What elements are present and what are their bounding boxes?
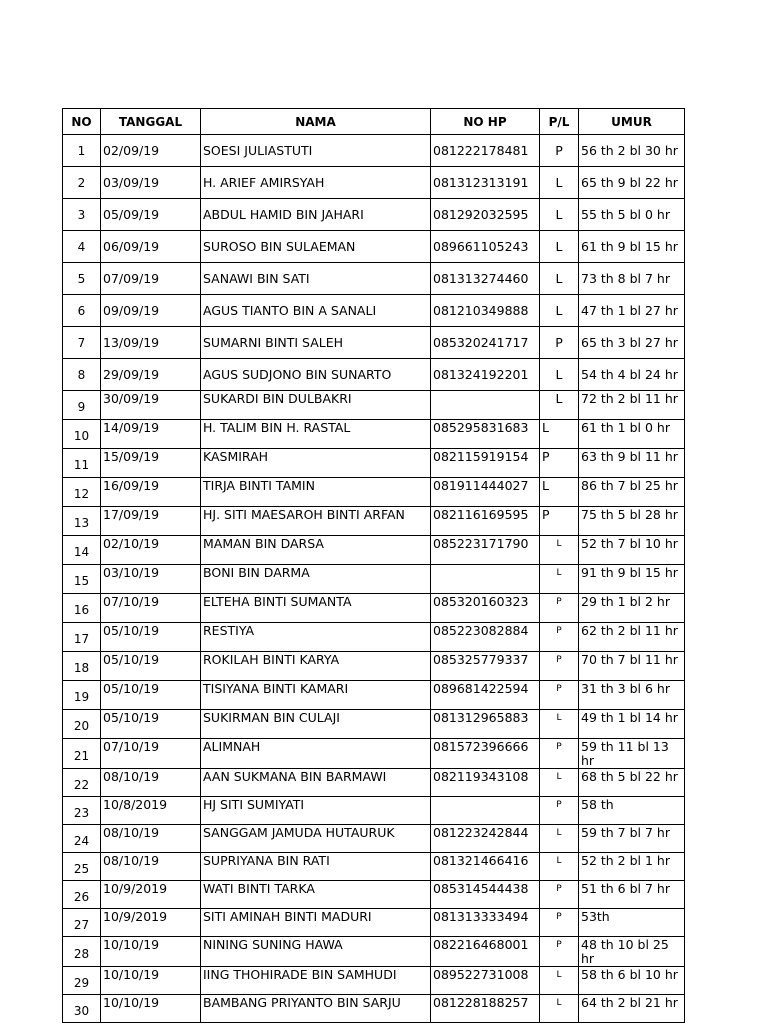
cell-no: 15 — [63, 565, 101, 594]
cell-no-hp: 081321466416 — [431, 853, 540, 881]
cell-nama: H. ARIEF AMIRSYAH — [201, 167, 431, 199]
cell-tanggal: 05/09/19 — [101, 199, 201, 231]
cell-pl: L — [540, 478, 579, 507]
cell-pl: P — [540, 652, 579, 681]
cell-no-hp: 085295831683 — [431, 420, 540, 449]
cell-nama: NINING SUNING HAWA — [201, 937, 431, 967]
cell-tanggal: 16/09/19 — [101, 478, 201, 507]
cell-nama: BAMBANG PRIYANTO BIN SARJU — [201, 995, 431, 1023]
cell-nama: AAN SUKMANA BIN BARMAWI — [201, 769, 431, 797]
cell-no: 9 — [63, 391, 101, 420]
cell-no-hp: 081911444027 — [431, 478, 540, 507]
cell-umur: 61 th 9 bl 15 hr — [579, 231, 685, 263]
cell-tanggal: 08/10/19 — [101, 825, 201, 853]
table-row — [63, 295, 685, 327]
cell-no: 7 — [63, 327, 101, 359]
cell-no: 28 — [63, 937, 101, 967]
cell-umur: 63 th 9 bl 11 hr — [579, 449, 685, 478]
cell-no: 25 — [63, 853, 101, 881]
cell-no-hp: 081324192201 — [431, 359, 540, 391]
cell-nama: WATI BINTI TARKA — [201, 881, 431, 909]
cell-no: 21 — [63, 739, 101, 769]
cell-nama: ELTEHA BINTI SUMANTA — [201, 594, 431, 623]
cell-umur: 51 th 6 bl 7 hr — [579, 881, 685, 909]
cell-nama: AGUS TIANTO BIN A SANALI — [201, 295, 431, 327]
cell-umur: 58 th — [579, 797, 685, 825]
cell-no-hp: 082115919154 — [431, 449, 540, 478]
cell-pl: P — [540, 739, 579, 769]
cell-pl: P — [540, 507, 579, 536]
cell-nama: IING THOHIRADE BIN SAMHUDI — [201, 967, 431, 995]
cell-tanggal: 07/09/19 — [101, 263, 201, 295]
cell-pl: P — [540, 797, 579, 825]
cell-pl: P — [540, 909, 579, 937]
cell-no: 29 — [63, 967, 101, 995]
table-row — [63, 909, 685, 937]
cell-tanggal: 09/09/19 — [101, 295, 201, 327]
table-row — [63, 995, 685, 1023]
cell-umur: 54 th 4 bl 24 hr — [579, 359, 685, 391]
cell-pl: L — [540, 263, 579, 295]
cell-no: 24 — [63, 825, 101, 853]
cell-no-hp: 085325779337 — [431, 652, 540, 681]
cell-tanggal: 10/9/2019 — [101, 881, 201, 909]
header-nama: NAMA — [201, 109, 431, 135]
cell-no-hp — [431, 391, 540, 420]
cell-umur: 91 th 9 bl 15 hr — [579, 565, 685, 594]
cell-umur: 59 th 11 bl 13 hr — [579, 739, 685, 769]
cell-nama: SUKARDI BIN DULBAKRI — [201, 391, 431, 420]
cell-nama: ALIMNAH — [201, 739, 431, 769]
cell-tanggal: 14/09/19 — [101, 420, 201, 449]
cell-no-hp: 085320241717 — [431, 327, 540, 359]
cell-pl: L — [540, 231, 579, 263]
cell-no-hp — [431, 565, 540, 594]
cell-no: 8 — [63, 359, 101, 391]
cell-pl: P — [540, 594, 579, 623]
cell-umur: 56 th 2 bl 30 hr — [579, 135, 685, 167]
cell-nama: KASMIRAH — [201, 449, 431, 478]
cell-no: 11 — [63, 449, 101, 478]
cell-umur: 49 th 1 bl 14 hr — [579, 710, 685, 739]
cell-pl: L — [540, 853, 579, 881]
cell-no: 1 — [63, 135, 101, 167]
patient-table — [62, 108, 685, 1023]
header-no: NO — [63, 109, 101, 135]
cell-no-hp: 081312965883 — [431, 710, 540, 739]
cell-no: 14 — [63, 536, 101, 565]
cell-no-hp: 085314544438 — [431, 881, 540, 909]
cell-no: 10 — [63, 420, 101, 449]
cell-pl: L — [540, 995, 579, 1023]
cell-no-hp: 081312313191 — [431, 167, 540, 199]
table-row — [63, 391, 685, 420]
cell-nama: SOESI JULIASTUTI — [201, 135, 431, 167]
cell-nama: ABDUL HAMID BIN JAHARI — [201, 199, 431, 231]
table-row — [63, 769, 685, 797]
table-row — [63, 967, 685, 995]
cell-nama: AGUS SUDJONO BIN SUNARTO — [201, 359, 431, 391]
table-row — [63, 623, 685, 652]
cell-umur: 52 th 2 bl 1 hr — [579, 853, 685, 881]
cell-no: 18 — [63, 652, 101, 681]
cell-umur: 47 th 1 bl 27 hr — [579, 295, 685, 327]
cell-no-hp: 089522731008 — [431, 967, 540, 995]
cell-tanggal: 02/10/19 — [101, 536, 201, 565]
cell-tanggal: 02/09/19 — [101, 135, 201, 167]
cell-nama: SANGGAM JAMUDA HUTAURUK — [201, 825, 431, 853]
cell-umur: 72 th 2 bl 11 hr — [579, 391, 685, 420]
cell-tanggal: 29/09/19 — [101, 359, 201, 391]
cell-tanggal: 10/8/2019 — [101, 797, 201, 825]
cell-tanggal: 30/09/19 — [101, 391, 201, 420]
cell-nama: SANAWI BIN SATI — [201, 263, 431, 295]
cell-no: 27 — [63, 909, 101, 937]
cell-tanggal: 05/10/19 — [101, 652, 201, 681]
cell-pl: L — [540, 199, 579, 231]
cell-pl: P — [540, 135, 579, 167]
table-row — [63, 231, 685, 263]
cell-umur: 86 th 7 bl 25 hr — [579, 478, 685, 507]
cell-no: 23 — [63, 797, 101, 825]
cell-pl: L — [540, 295, 579, 327]
table-row — [63, 135, 685, 167]
cell-no-hp: 085223171790 — [431, 536, 540, 565]
cell-no-hp: 082116169595 — [431, 507, 540, 536]
cell-pl: L — [540, 769, 579, 797]
cell-no: 12 — [63, 478, 101, 507]
cell-tanggal: 17/09/19 — [101, 507, 201, 536]
cell-no: 5 — [63, 263, 101, 295]
cell-umur: 62 th 2 bl 11 hr — [579, 623, 685, 652]
header-no-hp: NO HP — [431, 109, 540, 135]
cell-nama: HJ. SITI MAESAROH BINTI ARFAN — [201, 507, 431, 536]
cell-no: 13 — [63, 507, 101, 536]
cell-no: 20 — [63, 710, 101, 739]
cell-nama: SUROSO BIN SULAEMAN — [201, 231, 431, 263]
cell-pl: L — [540, 825, 579, 853]
cell-no-hp: 081210349888 — [431, 295, 540, 327]
cell-tanggal: 05/10/19 — [101, 623, 201, 652]
table-row — [63, 359, 685, 391]
table-row — [63, 327, 685, 359]
cell-no: 17 — [63, 623, 101, 652]
cell-tanggal: 08/10/19 — [101, 769, 201, 797]
table-row — [63, 937, 685, 967]
cell-no-hp: 089661105243 — [431, 231, 540, 263]
cell-no-hp — [431, 797, 540, 825]
cell-no: 16 — [63, 594, 101, 623]
cell-nama: H. TALIM BIN H. RASTAL — [201, 420, 431, 449]
table-row — [63, 167, 685, 199]
cell-umur: 55 th 5 bl 0 hr — [579, 199, 685, 231]
table-row — [63, 594, 685, 623]
cell-tanggal: 13/09/19 — [101, 327, 201, 359]
cell-tanggal: 03/09/19 — [101, 167, 201, 199]
cell-pl: L — [540, 167, 579, 199]
cell-tanggal: 08/10/19 — [101, 853, 201, 881]
table-row — [63, 652, 685, 681]
cell-pl: P — [540, 623, 579, 652]
cell-nama: SITI AMINAH BINTI MADURI — [201, 909, 431, 937]
table-row — [63, 825, 685, 853]
table-row — [63, 565, 685, 594]
cell-umur: 59 th 7 bl 7 hr — [579, 825, 685, 853]
header-tanggal: TANGGAL — [101, 109, 201, 135]
cell-tanggal: 03/10/19 — [101, 565, 201, 594]
cell-no: 30 — [63, 995, 101, 1023]
table-row — [63, 263, 685, 295]
cell-tanggal: 05/10/19 — [101, 710, 201, 739]
cell-no-hp: 081228188257 — [431, 995, 540, 1023]
cell-pl: P — [540, 449, 579, 478]
table-row — [63, 449, 685, 478]
cell-umur: 64 th 2 bl 21 hr — [579, 995, 685, 1023]
cell-umur: 53th — [579, 909, 685, 937]
cell-nama: SUMARNI BINTI SALEH — [201, 327, 431, 359]
cell-pl: P — [540, 327, 579, 359]
cell-no-hp: 081313333494 — [431, 909, 540, 937]
table-row — [63, 478, 685, 507]
cell-pl: L — [540, 710, 579, 739]
cell-umur: 65 th 3 bl 27 hr — [579, 327, 685, 359]
cell-pl: P — [540, 681, 579, 710]
cell-tanggal: 10/10/19 — [101, 967, 201, 995]
cell-no-hp: 089681422594 — [431, 681, 540, 710]
cell-umur: 73 th 8 bl 7 hr — [579, 263, 685, 295]
cell-umur: 52 th 7 bl 10 hr — [579, 536, 685, 565]
cell-tanggal: 10/9/2019 — [101, 909, 201, 937]
cell-tanggal: 10/10/19 — [101, 937, 201, 967]
cell-pl: L — [540, 359, 579, 391]
cell-no: 3 — [63, 199, 101, 231]
cell-umur: 31 th 3 bl 6 hr — [579, 681, 685, 710]
cell-tanggal: 06/09/19 — [101, 231, 201, 263]
cell-no: 19 — [63, 681, 101, 710]
cell-umur: 58 th 6 bl 10 hr — [579, 967, 685, 995]
cell-nama: BONI BIN DARMA — [201, 565, 431, 594]
cell-umur: 48 th 10 bl 25 hr — [579, 937, 685, 967]
cell-no-hp: 081572396666 — [431, 739, 540, 769]
cell-nama: TIRJA BINTI TAMIN — [201, 478, 431, 507]
cell-tanggal: 05/10/19 — [101, 681, 201, 710]
cell-umur: 61 th 1 bl 0 hr — [579, 420, 685, 449]
cell-nama: HJ SITI SUMIYATI — [201, 797, 431, 825]
cell-umur: 65 th 9 bl 22 hr — [579, 167, 685, 199]
cell-nama: TISIYANA BINTI KAMARI — [201, 681, 431, 710]
table-header-row — [63, 109, 685, 135]
cell-pl: L — [540, 967, 579, 995]
cell-no-hp: 085320160323 — [431, 594, 540, 623]
cell-no-hp: 082216468001 — [431, 937, 540, 967]
cell-pl: L — [540, 565, 579, 594]
table-row — [63, 536, 685, 565]
cell-no-hp: 081223242844 — [431, 825, 540, 853]
cell-no-hp: 081292032595 — [431, 199, 540, 231]
cell-pl: L — [540, 420, 579, 449]
cell-tanggal: 07/10/19 — [101, 739, 201, 769]
table-row — [63, 881, 685, 909]
cell-nama: SUKIRMAN BIN CULAJI — [201, 710, 431, 739]
cell-nama: ROKILAH BINTI KARYA — [201, 652, 431, 681]
cell-pl: P — [540, 937, 579, 967]
header-umur: UMUR — [579, 109, 685, 135]
cell-no-hp: 081313274460 — [431, 263, 540, 295]
cell-umur: 70 th 7 bl 11 hr — [579, 652, 685, 681]
cell-umur: 29 th 1 bl 2 hr — [579, 594, 685, 623]
header-pl: P/L — [540, 109, 579, 135]
cell-nama: SUPRIYANA BIN RATI — [201, 853, 431, 881]
table-row — [63, 420, 685, 449]
table-row — [63, 797, 685, 825]
cell-no-hp: 085223082884 — [431, 623, 540, 652]
cell-no: 26 — [63, 881, 101, 909]
table-body — [63, 135, 685, 1023]
cell-no: 4 — [63, 231, 101, 263]
table-row — [63, 710, 685, 739]
table-row — [63, 199, 685, 231]
cell-no-hp: 081222178481 — [431, 135, 540, 167]
cell-pl: L — [540, 391, 579, 420]
table-row — [63, 681, 685, 710]
cell-pl: L — [540, 536, 579, 565]
cell-nama: RESTIYA — [201, 623, 431, 652]
cell-nama: MAMAN BIN DARSA — [201, 536, 431, 565]
table-row — [63, 853, 685, 881]
cell-no: 2 — [63, 167, 101, 199]
cell-no-hp: 082119343108 — [431, 769, 540, 797]
cell-umur: 68 th 5 bl 22 hr — [579, 769, 685, 797]
cell-tanggal: 07/10/19 — [101, 594, 201, 623]
cell-no: 6 — [63, 295, 101, 327]
cell-umur: 75 th 5 bl 28 hr — [579, 507, 685, 536]
cell-tanggal: 15/09/19 — [101, 449, 201, 478]
cell-tanggal: 10/10/19 — [101, 995, 201, 1023]
cell-no: 22 — [63, 769, 101, 797]
table-row — [63, 739, 685, 769]
cell-pl: P — [540, 881, 579, 909]
table-row — [63, 507, 685, 536]
